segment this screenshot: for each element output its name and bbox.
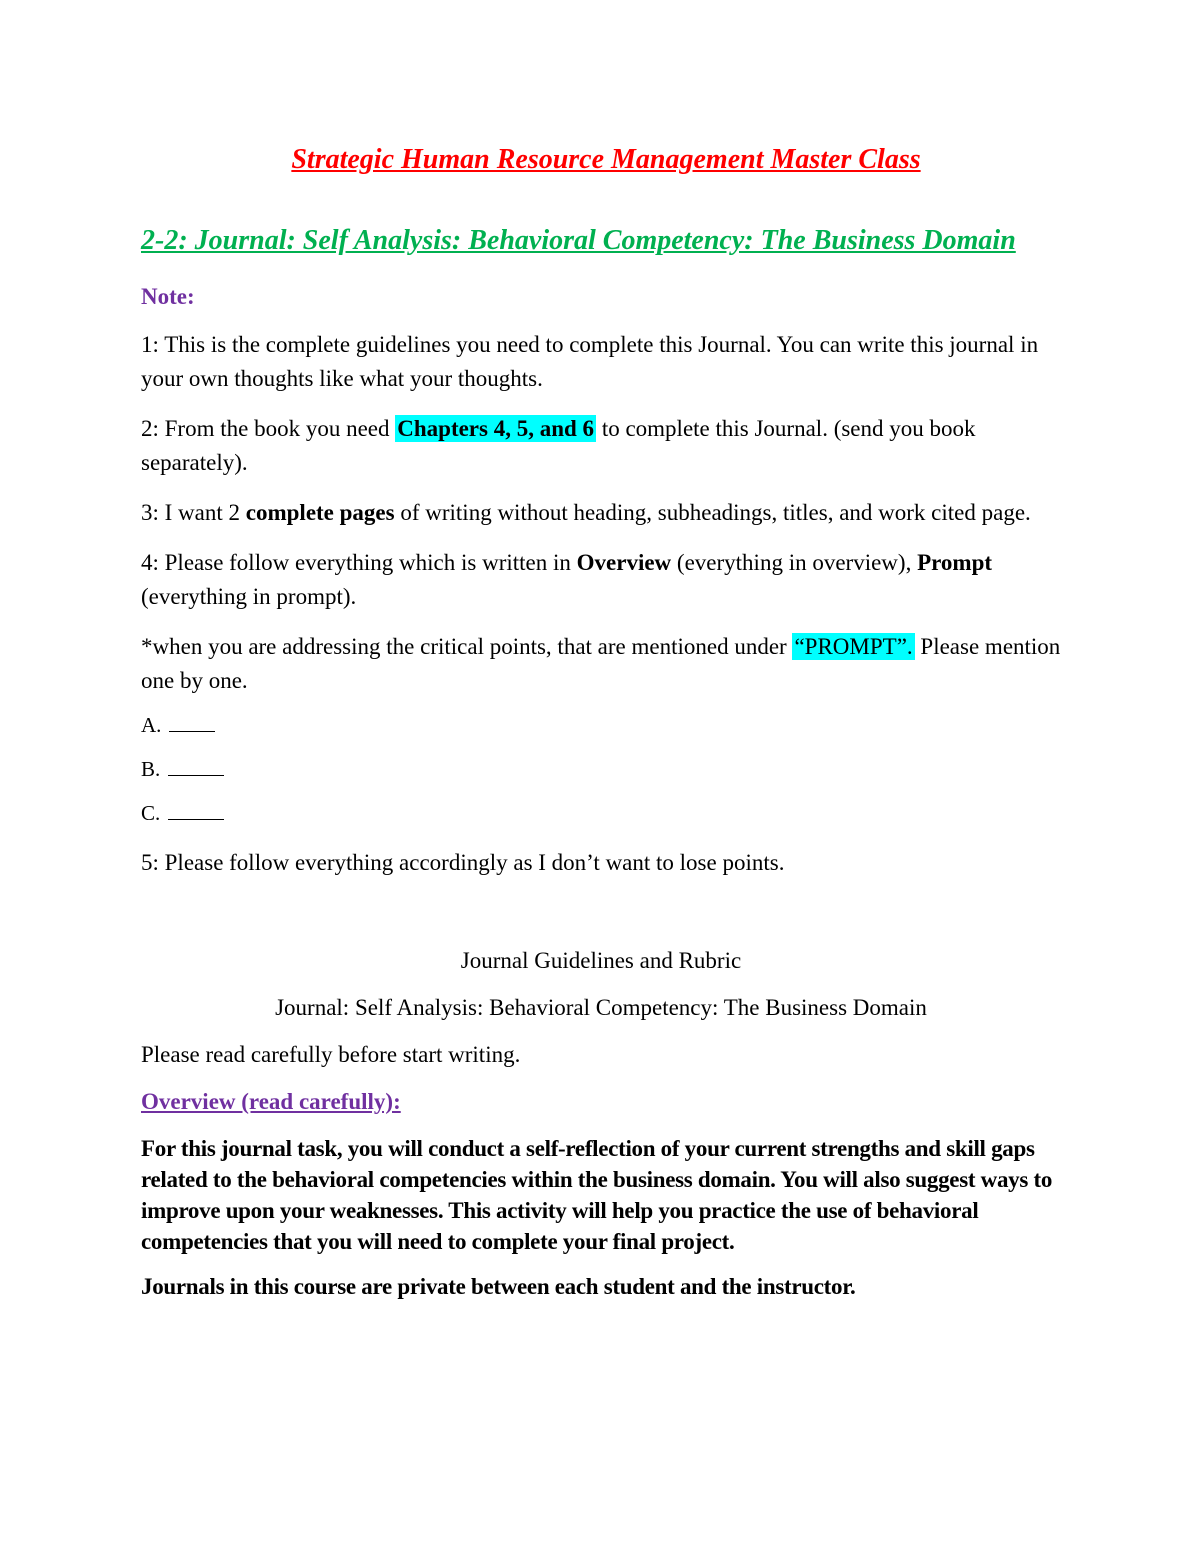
note-item-2-text: 2: From the book you need <box>141 416 396 441</box>
list-item-c <box>141 796 1061 830</box>
note-item-1: 1: This is the complete guidelines you need to complete this Journal. You can write this journal in your own thoughts like what your thoughts. <box>141 332 1039 391</box>
document-title: Strategic Human Resource Management Master Class <box>291 144 921 175</box>
note-item-3-rest: of writing without heading, subheadings, titles, and work cited page. <box>394 500 1031 525</box>
note-item-2 <box>141 412 1061 480</box>
guidelines-heading: Journal Guidelines and Rubric <box>460 948 742 973</box>
private-bold: private <box>397 1274 466 1299</box>
chapters-highlight: Chapters 4, 5, and 6 <box>397 416 595 441</box>
list-item-b-blank <box>168 757 224 776</box>
complete-pages-bold: complete pages <box>245 500 395 525</box>
note-item-2-rest: to complete this Journal. (send you book separately). <box>141 416 976 475</box>
read-carefully-note: Please read carefully before start writing. <box>141 1042 521 1067</box>
note-item-4 <box>141 546 1061 614</box>
list-item-a <box>141 708 1061 742</box>
list-item-a-label: A. <box>141 713 162 737</box>
document-body <box>141 138 1061 1302</box>
critical-points-note <box>141 630 1061 698</box>
prompt-highlight: “PROMPT”. <box>794 634 913 659</box>
note-item-4-text: 4: Please follow everything which is written in <box>141 550 577 575</box>
prompt-bold: Prompt <box>917 550 993 575</box>
note-item-3 <box>141 496 1061 530</box>
list-item-c-label: C. <box>141 801 161 825</box>
note-item-4-mid: (everything in overview), <box>671 550 918 575</box>
journals-text: Journals in this course are <box>141 1274 398 1299</box>
critical-points-rest: Please mention one by one. <box>141 634 1061 693</box>
note-label: Note: <box>141 284 195 309</box>
critical-points-text: *when you are addressing the critical points, that are mentioned under <box>141 634 793 659</box>
note-item-5: 5: Please follow everything accordingly as I don’t want to lose points. <box>141 850 785 875</box>
list-item-a-blank <box>169 713 215 732</box>
overview-paragraph: For this journal task, you will conduct a self-reflection of your current strengths and skill gaps related to the behavioral competencies within the business domain. You will also suggest ways to improve upon your weaknesses. This activity will help you practice the use of behavioral competencies that you will need to complete your final project. <box>141 1136 1053 1254</box>
list-item-b-label: B. <box>141 757 161 781</box>
overview-heading: Overview (read carefully): <box>141 1089 401 1114</box>
journals-private-note <box>141 1271 1061 1302</box>
note-item-3-text: 3: I want 2 <box>141 500 246 525</box>
list-item-c-blank <box>168 801 224 820</box>
overview-bold: Overview <box>576 550 672 575</box>
journal-subtitle: 2-2: Journal: Self Analysis: Behavioral Competency: The Business Domain <box>141 225 1016 256</box>
journals-rest: between each student and the instructor. <box>465 1274 856 1299</box>
guidelines-subheading: Journal: Self Analysis: Behavioral Competency: The Business Domain <box>275 995 927 1020</box>
list-item-b <box>141 752 1061 786</box>
note-item-4-rest: (everything in prompt). <box>141 584 357 609</box>
